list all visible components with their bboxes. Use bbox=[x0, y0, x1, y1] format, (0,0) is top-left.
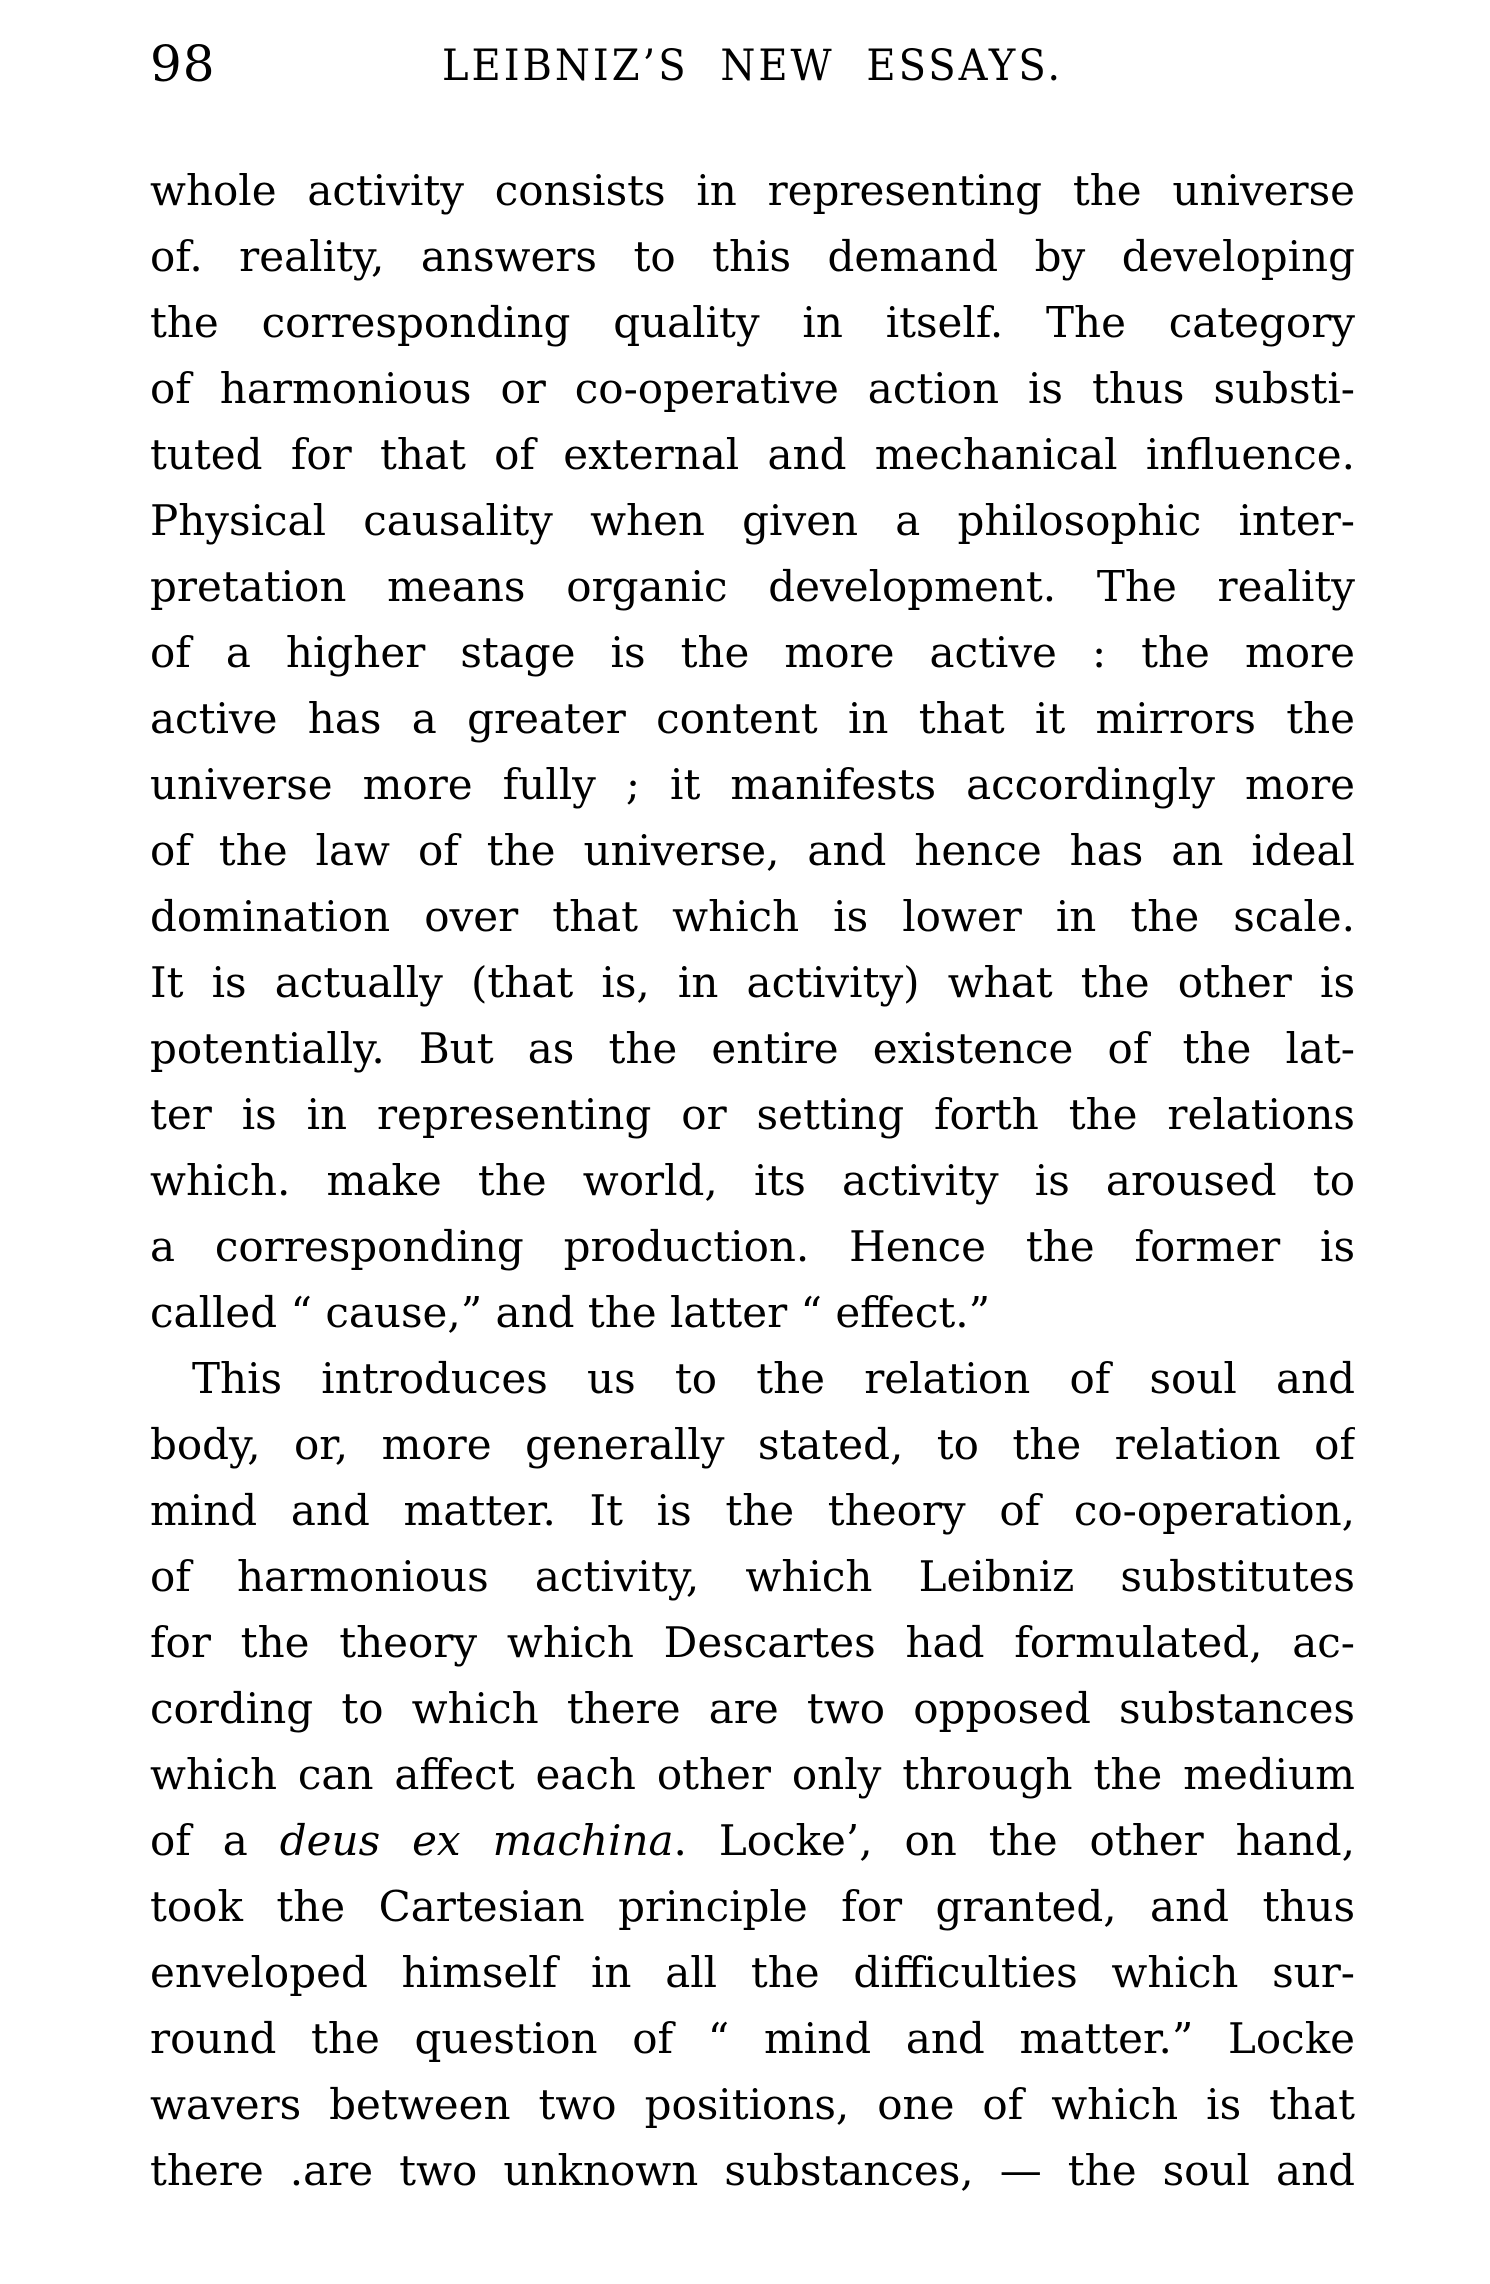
text-line: whole activity consists in representing the universe bbox=[150, 166, 1355, 215]
text-line: This introduces us to the relation of soul and bbox=[192, 1354, 1355, 1403]
text-line: a corresponding production. Hence the former is bbox=[150, 1222, 1355, 1271]
text-line: of the law of the universe, and hence has an ideal bbox=[150, 826, 1355, 875]
text-line bbox=[150, 1808, 1355, 1874]
text-line: for the theory which Descartes had formulated, ac- bbox=[150, 1618, 1355, 1667]
text-line: there .are two unknown substances, — the soul and bbox=[150, 2146, 1355, 2195]
text-line: body, or, more generally stated, to the relation of bbox=[150, 1420, 1355, 1469]
text-line: round the question of “ mind and matter.” Locke bbox=[150, 2014, 1355, 2063]
text-line: mind and matter. It is the theory of co-operation, bbox=[150, 1486, 1355, 1535]
text-line: ter is in representing or setting forth the relations bbox=[150, 1090, 1355, 1139]
text-line: pretation means organic development. The reality bbox=[150, 562, 1355, 611]
running-title: LEIBNIZ’S NEW ESSAYS. bbox=[441, 41, 1064, 91]
text-line: which. make the world, its activity is aroused to bbox=[150, 1156, 1355, 1205]
text-line: enveloped himself in all the difficulties which sur- bbox=[150, 1948, 1355, 1997]
text-line: potentially. But as the entire existence of the lat- bbox=[150, 1024, 1355, 1073]
text-line: of a higher stage is the more active : the more bbox=[150, 628, 1355, 677]
text-line: which can affect each other only through the medium bbox=[150, 1750, 1355, 1799]
text-segment: of a bbox=[150, 1816, 280, 1865]
italic-phrase: deus ex machina bbox=[279, 1816, 674, 1865]
text-line: cording to which there are two opposed substances bbox=[150, 1684, 1355, 1733]
text-line: of. reality, answers to this demand by developing bbox=[150, 232, 1355, 281]
text-line: domination over that which is lower in the scale. bbox=[150, 892, 1355, 941]
text-line: It is actually (that is, in activity) what the other is bbox=[150, 958, 1355, 1007]
page-number: 98 bbox=[150, 35, 216, 93]
page-header bbox=[150, 34, 1355, 104]
text-line: wavers between two positions, one of which is that bbox=[150, 2080, 1355, 2129]
text-line: took the Cartesian principle for granted, and thus bbox=[150, 1882, 1355, 1931]
text-line: of harmonious activity, which Leibniz substitutes bbox=[150, 1552, 1355, 1601]
text-line: Physical causality when given a philosophic inter- bbox=[150, 496, 1355, 545]
text-line: active has a greater content in that it mirrors the bbox=[150, 694, 1355, 743]
text-line: the corresponding quality in itself. The category bbox=[150, 298, 1355, 347]
text-line: tuted for that of external and mechanical influence. bbox=[150, 430, 1355, 479]
text-line: called “ cause,” and the latter “ effect.” bbox=[150, 1288, 991, 1337]
text-line: of harmonious or co-operative action is thus substi- bbox=[150, 364, 1355, 413]
text-segment: . Locke’, on the other hand, bbox=[673, 1816, 1355, 1865]
page-body bbox=[150, 158, 1355, 2204]
text-line: universe more fully ; it manifests accordingly more bbox=[150, 760, 1355, 809]
